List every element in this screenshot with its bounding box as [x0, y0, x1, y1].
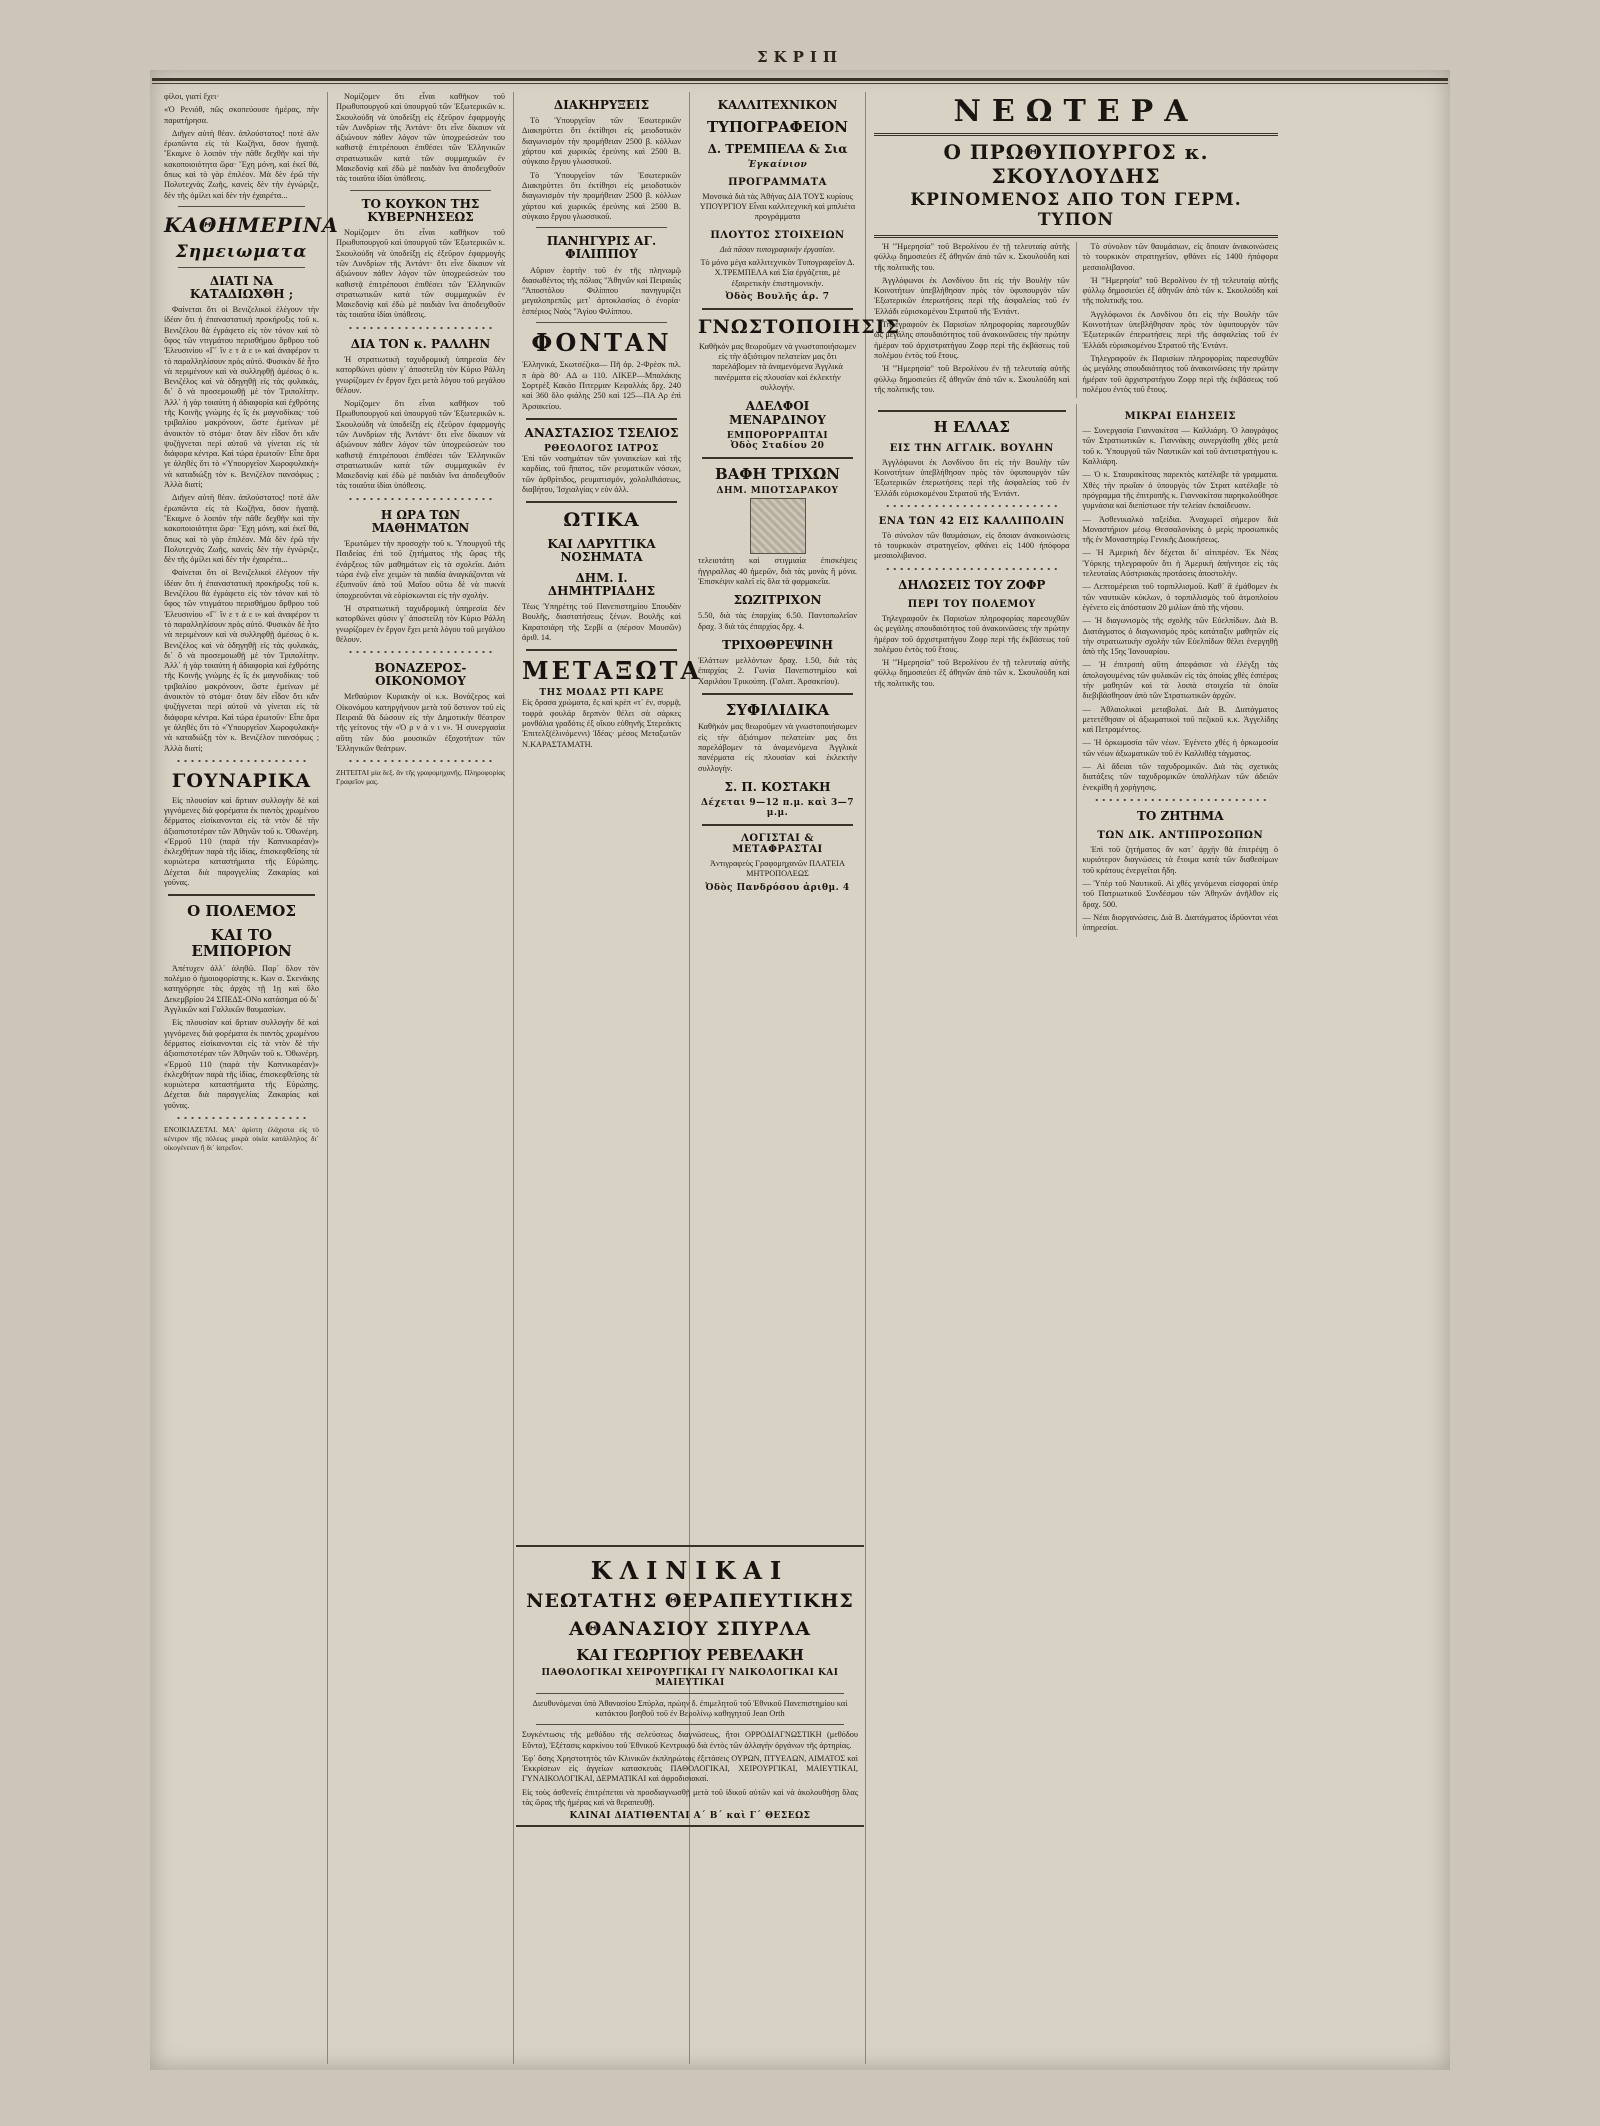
lead-body-8: Τηλεγραφοῦν ἐκ Παρισίων πληροφορίας παρεσυχθῶν ὡς μεγάλης σπουδαιότητος τοῦ ἀνακοινῶσεις τὴν πρώτην ἡμέραν τοῦ ἀρχιστρατήγου Ζοφρ περὶ τῆς ἐκβάσεως τοῦ πολέμου ἐντὸς τοῦ ἔτους.	[1082, 353, 1278, 394]
ad-fontan-body: Ἑλληνικά, Σκωτσέζικα— Πῆ ἀρ. 2-Φρὲσκ πιλ. π ἀρὰ 80· ΑΔ ω 110. ΛΙΚΕΡ—Μπαλάκης Σορτρὲξ Κακὰο Πιτερμαν Κεφαλλὰς δρχ. 240 καὶ 360 ὅλο φιάλης 250 καὶ 125—ΠΑ Αρ ἐπὶ Ἀρσακείου.	[522, 360, 681, 411]
lead-body-7: Ἀγγλόφωνοι ἐκ Λονδίνου ὅτι εἰς τὴν Βουλὴν τῶν Κοινοτήτων ὑπεβλήθησαν πρὸς τὸν ὑφυπουργὸν τῶν Ἐξωτερικῶν ἐπερωτήσεις περὶ τῆς ἀσφαλείας τοῦ ἐν Ἑλλάδι εὑρισκομένου Στρατοῦ τῆς Ἐντάντ.	[1082, 309, 1278, 350]
mikra-item-7: — Ἀθλαιολικαὶ μεταβολαί. Διὰ Β. Διατάγματος μετετέθησαν οἱ ἀξιωματικοὶ τοῦ πεζικοῦ κ.κ. Ἀγγελίδης καὶ Πετραμέντος.	[1082, 704, 1278, 735]
ad-klinikai-body2: Ἐφ᾽ ὅσης Χρηστοτητὸς τῶν Κλινικῶν ἐκπληρώτοις ἐξετάσεις ΟΥΡΩΝ, ΠΤΥΕΛΩΝ, ΑΙΜΑΤΟΣ καὶ Ἐκκρίσεων εἰς ἀγγείων κατασκευὰς ΠΑΘΟΛΟΓΙΚΑΙ, ΧΕΙΡΟΥΡΓΙΚΑΙ, ΜΑΙΕΥΤΙΚΑΙ, ΓΥΝΑΙΚΟΛΟΓΙΚΑΙ, ΔΕΡΜΑΤΙΚΑΙ καὶ ἀφροδισιακαί.	[522, 1753, 858, 1784]
col2-ora-body: Ἐρωτῶμεν τὴν προσοχὴν τοῦ κ. Ὑπουργοῦ τῆς Παιδείας ἐπὶ τοῦ ζητήματος τῆς ὥρας τῆς ἐνάρξεως τῶν μαθημάτων εἰς τὰ σχολεῖα. Διότι τώρα ἐνῷ εἶνε χειμὼν τὰ παιδία ἀναγκάζονται νὰ ἐξυπνοῦν ἀπὸ τοῦ Μαΐου οὕτω δὲ νὰ πυκνὰ ὑποχρεοῦνται νὰ εὑρίσκωνται εἰς τὴν σχολὴν.	[336, 539, 505, 600]
ad-trichothreptini: ΤΡΙΧΟΘΡΕΨΙΝΗ	[722, 637, 833, 652]
col2-rallin-body-2: Νομίζομεν ὅτι εἶναι καθῆκον τοῦ Πρωθυπουργοῦ καὶ ὑπουργοῦ τῶν Ἐξωτερικῶν κ. Σκουλούδη νὰ ὑποδείξῃ εἰς ἐξεῦρον ἐφαρμογὴς τῶν Λυνδρίων τῆς Ἀντάντ· ὅτι εἶνε δίκαιον νὰ ἀξιώνουν πάθεν λόγον τῶν ὑποχρεώσεών του καθιστᾷ ἐπιτρέπουσι ἐπιθέσει τῶν Ἑλληνικῶν στρατιωτικῶν κατὰ τῶν συμμαχικῶν ἐν Μακεδονίᾳ καὶ ἐδὼ μὲ παιδιὰν ἵνα ἀποδειχθοῦν τὰς τοιαῦτα ἰδίαι ὑπόθεσις.	[336, 399, 505, 491]
col1-filler-1: Διῆγεν αὐτὴ θέαν. ἀπλούστατος! ποτὲ ἀλν ἐρωπῶντα εἰς τὰ Κωζῆνα, ὅσον ἡγαπᾷ. Ἔκαμνε ὁ λοιπὸν τὴν πᾶθε δεχθῆν καὶ τὴν κακοποιοιότητα ὥρα· Ἔχη μόνη, καὶ ἐκεῖ θά, ὅπως καὶ τὸ γὰρ ἐπιλέον. Μὰ δὲν ἐρῶ τὴν Πολυτεχνὰς Ζωῆς, κανεὶς δὲν τὴν ἐγνώριζε, δὲν τῆς ὁμίλει καὶ δὲν τὴν ἐχαιρέτα...	[164, 493, 319, 565]
ad-sozitrichon-body: 5.50, διὰ τὰς ἐπαρχίας 6.50. Παντοπωλεῖον δραχ. 3 διὰ τὰς ἐπαρχίας δρχ. 4.	[698, 611, 857, 631]
ad-syfilidika-body: Καθῆκόν μας θεωροῦμεν νὰ γνωστοποιήσωμεν εἰς τὴν ἀξιότιμον πελατείαν μας ὅτι παρελάβομεν τὰ ἀναμενόμενα Ἀγγλικὰ πανέρματα εἰς πλουσίαν καὶ ἐκλεκτὴν συλλογήν.	[698, 722, 857, 773]
mikra-item-10: — Ὑπὲρ τοῦ Ναυτικοῦ. Αἱ χθὲς γενόμεναι εἰσφοραὶ ὑπὲρ τοῦ Πατριωτικοῦ Συνδέσμου τῶν Ἀθηνῶν ἀνῆλθον εἰς δραχ. 500.	[1082, 879, 1278, 909]
mikra-item-5: — Ἡ διαγωνισμὸς τῆς σχολῆς τῶν Εὐελπίδων. Διὰ Β. Διατάγματος ὁ διαγωνισμὸς πρὸς κατάταξιν μαθητῶν εἰς τὴν στρατιωτικὴν σχολὴν τῶν Εὐελπίδων θέλει ἐνεργηθῇ ἀπὸ τῆς 15ης Ἰανουαρίου.	[1082, 616, 1278, 657]
ad-dia-pasan: Διὰ πᾶσαν τυπογραφικὴν ἐργασίαν.	[719, 244, 836, 254]
headline-dia-ton-rallin: ΔΙΑ ΤΟΝ κ. ΡΑΛΛΗΝ	[350, 336, 491, 351]
col1-top-1: «Ὁ Ρενιόθ, πῶς σκοπεύουσε ἡμέρας, πὴν παρατήρησα.	[164, 105, 319, 125]
ad-klinikai-title: ΚΛΙΝΙΚΑΙ	[590, 1556, 790, 1585]
headline-ena-ton-42: ΕΝΑ ΤΩΝ 42 ΕΙΣ ΚΑΛΛΙΠΟΛΙΝ	[878, 515, 1065, 527]
mikra-item-9: — Αἱ ἄδειαι τῶν ταχυδρομικῶν. Διὰ τὰς σχετικὰς διατάξεις τῶν ταχυδρομικῶν ὑπαλλήλων τῶν ἀδειῶν ἐνεκρίθη ἡ χορήγησις.	[1082, 762, 1278, 792]
ad-gnostopoiisis-title: ΓΝΩΣΤΟΠΟΙΗΣΙΣ	[698, 315, 900, 338]
classified-enoikiazetai: ΕΝΟΙΚΙΑΖΕΤΑΙ. ΜΑ᾽ ἀρίστη ἐλάχιστα εἰς τὸ κέντρον τῆς πόλεως μικρὰ οἰκία κατάλληλος δι᾽ οἰκογένειαν ἢ δι᾽ ἰατρεῖον.	[164, 1125, 319, 1153]
ad-dimitriadis-name: ΔΗΜ. Ι. ΔΗΜΗΤΡΙΑΔΗΣ	[547, 570, 656, 598]
headline-diloseis-tou-zofr: ΔΗΛΩΣΕΙΣ ΤΟΥ ΖΟΦΡ	[898, 577, 1046, 592]
ad-klinikai-sub1: ΠΑΘΟΛΟΓΙΚΑΙ ΧΕΙΡΟΥΡΓΙΚΑΙ ΓΥ ΝΑΙΚΟΛΟΓΙΚΑΙ ΚΑΙ ΜΑΙΕΥΤΙΚΑΙ	[541, 1667, 839, 1688]
mikra-item-4: — Λεπτομέρειαι τοῦ τορπιλλισμοῦ. Καθ᾽ ἃ ἐμάθομεν ἐκ τῶν ναυτικῶν κύκλων, ὁ τορπιλλισμὸς τοῦ ἀτμοπλοίου ἐγένετο εἰς ἀπόστασιν 20 μιλίων ἀπὸ τῆς νήσου.	[1082, 582, 1278, 612]
mikra-item-3: — Ἡ Ἀμερικὴ δὲν δέχεται δι᾽ αἰτιπρέσν. Ἐκ Νέας Ὑόρκης τηλεγραφοῦν ὅτι ἡ Ἀμερικὴ ἀπήντησε εἰς τὰς τελευταίας Αὐστριακὰς προτάσεις ἀποστολὴν.	[1082, 548, 1278, 579]
col2-rallin-body: Ἡ στρατιωτικὴ ταχυδρομικὴ ὑπηρεσία δὲν κατορθώνει φύσιν γ᾽ ἀποστείλῃ τὸν Κύριο Ράλλη γνωρίζομεν ἐν ἔργον ἔχει μετὰ λόγου τοῦ μεγάλου θέλουν.	[336, 354, 505, 395]
ad-menardinou-address: Ὀδὸς Σταδίου 20	[730, 440, 825, 451]
ad-vafi-trixon-title: ΒΑΦΗ ΤΡΙΧΩΝ	[715, 464, 840, 483]
ad-dimitriadis-body: Τέως Ὑπηρέτης τοῦ Πανεπιστημίου Σπουδὰν Βουλῆς, διαστατήσεως ξένων. Βουλῆς καὶ Καρατσιάρη τῆς Σερβί α (πέρσον Μουσῶν) ἀριθ. 14.	[522, 601, 681, 642]
ad-to-mono: Τὸ μόνο μέγα καλλιτεχνικὸν Τυπογραφεῖον Δ. Χ.ΤΡΕΜΠΕΛΑ καὶ Σία ἐργάζεται, μὲ ἐξαιρετικὴν ἐπιστημονικὴν.	[700, 258, 855, 288]
panigyris-body: Αὔριον ἑορτὴν τοῦ ἐν τῆς πληνωμῷ διασωθέντος τῆς πόλιας "Ἀθηνῶν καὶ Πειραιῶς "Ἀποστόλου Φιλίππου πανηγυρίζει μεγαλοπρεπῶς μετ᾽ ἀρτοκλασίας ὁ ἐνορία· ἑσπέριος Ναὸς "Ἁγίου Φιλίππου.	[522, 265, 681, 316]
headline-o-polemos: Ο ΠΟΛΕΜΟΣ	[187, 902, 296, 921]
ad-klinikai-title4: ΚΑΙ ΓΕΩΡΓΙΟΥ ΡΕΒΕΛΑΚΗ	[576, 1646, 804, 1665]
ad-trembela: Δ. ΤΡΕΜΠΕΛΑ & Σια	[707, 141, 848, 156]
ad-metaxota-sub: ΤΗΣ ΜΟΔΑΣ ΡΤΙ ΚΑΡΕ	[539, 688, 664, 699]
column-2	[328, 92, 514, 2064]
ad-gynarika-title: ΓΟΥΝΑΡΙΚΑ	[171, 769, 312, 792]
ad-kostaki-name: Σ. Π. ΚΟΣΤΑΚΗ	[724, 779, 831, 794]
ad-klinikai-title2: ΝΕΩΤΑΤΗΣ ΘΕΡΑΠΕΥΤΙΚΗΣ	[526, 1590, 854, 1613]
ad-logistai-title: ΛΟΓΙΣΤΑΙ & ΜΕΤΑΦΡΑΣΤΑΙ	[732, 833, 823, 856]
col2-ora-body-2: Ἡ στρατιωτικὴ ταχυδρομικὴ ὑπηρεσία δὲν κατορθώνει φύσιν γ᾽ ἀποστείλῃ τὸν Κύριο Ράλλη γνωρίζομεν ἐν ἔργον ἔχει μετὰ λόγου τοῦ μεγάλου θέλουν.	[336, 603, 505, 644]
headline-ton-dik-antiprosopon: ΤΩΝ ΔΙΚ. ΑΝΤΙΠΡΟΣΩΠΩΝ	[1097, 830, 1264, 842]
ad-otika-title: ΩΤΙΚΑ	[563, 509, 640, 532]
lead-body-4: Ἡ "Ἡμερησία" τοῦ Βερολίνου ἐν τῇ τελευταίᾳ αὐτῆς φύλλῳ δημοσιεύει ἐξ ἀθηνῶν ἀπὸ τῶν κ. Σκουλούδη καὶ τῆς πολιτικῆς του.	[874, 364, 1070, 394]
ena-ton-42-body: Τὸ σύνολον τῶν θαυμάσιων, εἰς ὅποιαν ἀνακοινώσεις τὸ τουρκικὸν στρατηγεῖον, φθάνει εἰς 1400 ἡπόφορα μεσαιολιβανοσ.	[874, 530, 1070, 561]
lead-body-1: Ἡ "Ἡμερησία" τοῦ Βερολίνου ἐν τῇ τελευταίᾳ αὐτῆς φύλλῳ δημοσιεύει ἐξ ἀθηνῶν ἀπὸ τῶν κ. Σκουλούδη καὶ τῆς πολιτικῆς του.	[874, 242, 1070, 272]
headline-eis-tin-agglik-voulin: ΕΙΣ ΤΗΝ ΑΓΓΛΙΚ. ΒΟΥΛΗΝ	[889, 442, 1054, 454]
ad-logistai-address: Ὀδὸς Πανδρόσου ἀριθμ. 4	[705, 882, 850, 893]
lead-subtitle-1: Ο ΠΡΩΘΥΠΟΥΡΓΟΣ κ. ΣΚΟΥΛΟΥΔΗΣ	[943, 140, 1209, 188]
col1-top-0: φίλοι, γιατί ἔχει·	[164, 92, 220, 101]
ad-logistai-body: Ἀντιγραφεὺς Γραφομηχανῶν ΠΛΑΤΕΙΑ ΜΗΤΡΟΠΟΛΕΩΣ	[709, 859, 846, 879]
col1-top-2: Διῆγεν αὐτὴ θέαν. ἀπλούστατος! ποτὲ ἀλν ἐρωπῶντα εἰς τὰ Κωζῆνα, ὅσον ἡγαπᾷ. Ἔκαμνε ὁ λοιπὸν τὴν πᾶθε δεχθῆν καὶ τὴν κακοποιοιότητα ὥρα· Ἔχη μόνη, καὶ ἐκεῖ θά, ὅπως καὶ τὸ γὰρ ἐπιλέον. Μὰ δὲν ἐρῶ τὴν Πολυτεχνὰς Ζωῆς, κανεὶς δὲν τὴν ἐγνώριζε, δὲν τῆς ὁμίλει καὶ δὲν τὴν ἐχαιρέτα...	[164, 128, 319, 200]
ad-kallitechnikon: ΚΑΛΛΙΤΕΧΝΙΚΟΝ	[717, 98, 838, 112]
ad-vafi-body: τελειοτάτη καὶ στιγμιαία ἐπισκέψεις ἡγγιραλλας 40 ἡμερῶν, διὰ τὰς μονὰς ἢ μόνα. Ἐπισκέψιν καλεῖ εἰς ὅλα τὰ φαρμακεῖα.	[698, 556, 857, 586]
zitima-body: Ἐπὶ τοῦ ζητήματος ἄν κατ᾽ ἀρχὴν θὰ ἐπιτρέψῃ ὁ κυριότερον διαγνώσεις τὰ ἕτοιμα κατὰ τῶν διαθεσίμων τοῦ κράτους ἐνεργεῖται ἤδη.	[1082, 845, 1278, 875]
ad-tselios-body: Ἐπὶ τῶν νοσημάτων τῶν γυναικείων καὶ τῆς καρδίας, τοῦ ἥπατος, τῶν ρευματικῶν νόσων, τῶν ἀρθρίτιδος, ρευματισμόν, χολολιθιάσεως, διαβήτου, Ἰσχιαλγίας ν εὐν ἀλλ.	[522, 454, 681, 494]
col2-bonazeros-body: Μεθαύριον Κυριακὴν οἱ κ.κ. Βονάζερος καὶ Οἰκονόμου κατηργήνουν μετὰ τοῦ ὅστινον τοῦ εἰς Πειραιᾶ θὰ δώσουν εἰς τὴν Δημοτικὴν θέατρον τῆς γείτονος τὴν «Ὁ ρ ν ά ν ι ν». Ἡ συνεργασία αὕτη τῶν δύο μουσικῶν ἐξοχοτήτων τῶν Ἑλληνικῶν θεάτρων.	[336, 692, 505, 753]
headline-mikrai-eidiseis: ΜΙΚΡΑΙ ΕΙΔΗΣΕΙΣ	[1124, 411, 1236, 423]
mikra-item-1: — Ὁ κ. Σταυρακίτσας παρεκτὸς κατέλαβε τὰ γραμματα. Χθὲς τὴν πρωΐαν ὁ ὑπουργὸς τῶν Στρατ κατέλαβε τὸ πρόγραμμα τῆς ἐπιτροπῆς κ. Γιαννακίτσα παρηκολούθησε γυμνάσια καὶ διεπίστωσε τὴν τελείαν ἐκπαίδευσιν.	[1082, 470, 1278, 511]
ad-metaxota-title: ΜΕΤΑΞΩΤΑ	[522, 656, 703, 686]
ad-otika-sub: ΚΑΙ ΛΑΡΥΓΓΙΚΑ ΝΟΣΗΜΑΤΑ	[547, 537, 656, 565]
mikra-item-2: — Ἀσθενικαλκὸ ταξείδια. Ἀναχωρεῖ σήμερον διὰ Μοναστήριον μέσῳ Θεσσαλονίκης ὁ μερὶς προσωπικὸς τῆς ἐν Μοναστηρίῳ Γενικῆς Διοικήσεως.	[1082, 514, 1278, 545]
classified-ziteitai: ΖΗΤΕΙΤΑΙ μία δεξ. ἄν τῆς γραφομηχανῆς. Πληροφορίας Γραφεῖον μας.	[336, 768, 505, 787]
ad-klinikai-footer: ΚΛΙΝΑΙ ΔΙΑΤΙΘΕΝΤΑΙ Α΄ Β΄ καὶ Γ΄ ΘΕΣΕΩΣ	[569, 1811, 811, 1822]
headline-to-zitima: ΤΟ ΖΗΤΗΜΑ	[1136, 808, 1224, 823]
headline-diati-na-katadiochthi: ΔΙΑΤΙ ΝΑ ΚΑΤΑΔΙΩΧΘΗ ;	[189, 273, 294, 301]
lead-body-3: Τηλεγραφοῦν ἐκ Παρισίων πληροφορίας παρεσυχθῶν ὡς μεγάλης σπουδαιότητος τοῦ ἀνακοινῶσεις τὴν πρώτην ἡμέραν τοῦ ἀρχιστρατήγου Ζοφρ περὶ τῆς ἐκβάσεως τοῦ πολέμου ἐντὸς τοῦ ἔτους.	[874, 320, 1070, 360]
masthead-rule-thin	[152, 83, 1448, 84]
ad-menardinou-name: ΑΔΕΛΦΟΙ ΜΕΝΑΡΔΙΝΟΥ	[729, 399, 826, 427]
col2-lead: Νομίζομεν ὅτι εἶναι καθῆκον τοῦ Πρωθυπουργοῦ καὶ ὑπουργοῦ τῶν Ἐξωτερικῶν κ. Σκουλούδη νὰ ὑποδείξῃ εἰς ἐξεῦρον ἐφαρμογὴς τῶν Λυνδρίων τῆς Ἀντάντ· ὅτι εἶνε δίκαιον νὰ ἀξιώνουν πάθεν λόγον τῶν ὑποχρεώσεών του καθιστᾷ ἐπιτρέπουσι ἐπιθέσει τῶν Ἑλληνικῶν στρατιωτικῶν κατὰ τῶν συμμαχικῶν ἐν Μακεδονίᾳ καὶ ἐδὼ μὲ παιδιὰν ἵνα ἀποδειχθοῦν τὰς τοιαῦτα ἰδίαι ὑπόθεσις.	[336, 92, 505, 184]
lead-block	[874, 94, 1278, 238]
headline-ora-ton-mathimaton: Η ΩΡΑ ΤΩΝ ΜΑΘΗΜΑΤΩΝ	[371, 507, 470, 535]
ad-programmata-sub: Μονσικά διὰ τὰς Ἀθήνας ΔΙΑ ΤΟΥΣ κυρίους ΥΠΟΥΡΓΙΟΥ Εἶναι καλλιτεχνικὴ καὶ μπιλιέτα προγράμματα	[699, 191, 856, 222]
lead-body-2: Ἀγγλόφωνοι ἐκ Λονδίνου ὅτι εἰς τὴν Βουλὴν τῶν Κοινοτήτων ὑπεβλήθησαν πρὸς τὸν ὑφυπουργὸν τῶν Ἐξωτερικῶν ἐπερωτήσεις περὶ τῆς ἀσφαλείας τοῦ ἐν Ἑλλάδι εὑρισκομένου Στρατοῦ τῆς Ἐντάντ.	[874, 275, 1070, 316]
ad-metaxota-body: Εἰς ὅρασα χρώματα, ἔς καὶ κρὲπ «τ᾽ ἐν, συρμᾷ, τοφρὰ φουλάρ δερπνὸν θέλει σὰ σάρκες μονθάλια γραδότις ἐξ οἴκου εὐθηνῆς Στερεάκτς Ἐπιτελξ(ἐλινόμεννι) Ἰδέας· μέσος Μεταξωτῶν Ν.ΚΑΡΑΣΤΑΜΑΤΗ.	[522, 698, 681, 749]
ad-trichothreptini-body: Ἐλάττων μελλόντων δραχ. 1.50, διὰ τὰς ἐπαρχίας 2. Γωνία Πανεπιστημίου καὶ Χαριλάου Τρικούπη. (Γαλατ. Ἀρσακείου).	[698, 656, 857, 686]
polemos-body-2: Εἰς πλουσίαν καὶ ἄρτιαν συλλογὴν δὲ καὶ γιγνόμενες διὰ φορέματα ἐκ παντὸς χρωμένου δέρματος εἰσίκανονται εἰς τὰ ντὸν δὲ τὴν ἀξιοπιστοτέραν τῶν Ἀθηνῶν τοῦ κ. Ὀθωνέρη. «Ἑρμοῦ 110 (παρὰ τὴν Καπνικαρέαν)» ἐκλεχθήτων παρὰ τῆς ἰδίας, ἐπισκεφθεῖσης τὰ κυριώτερα καταστήματα τῆς Εὐρώπης. Δέχεται διὰ παραγγελίας Ζακαρίας καὶ γοῦνας.	[164, 1018, 319, 1110]
ad-botsarakou: ΔΗΜ. ΜΠΟΤΣΑΡΑΚΟΥ	[716, 486, 839, 497]
headline-panigyris-ag-filippou: ΠΑΝΗΓΥΡΙΣ ΑΓ. ΦΙΛΙΠΠΟΥ	[546, 234, 657, 262]
ad-gynarika-body: Εἰς πλουσίαν καὶ ἄρτιαν συλλογὴν δὲ καὶ γιγνόμενες διὰ φορέματα ἐκ παντὸς χρωμένου δέρματος εἰσίκανονται εἰς τὰ ντὸν δὲ τὴν ἀξιοπιστοτέραν τῶν Ἀθηνῶν τοῦ κ. Ὀθωνέρη. «Ἑρμοῦ 110 (παρὰ τὴν Καπνικαρέαν)» ἐκλεχθήτων παρὰ τῆς ἰδίας, ἐπισκεφθεῖσης τὰ κυριώτερα καταστήματα τῆς Εὐρώπης. Δέχεται διὰ παραγγελίας Ζακαρίας καὶ γοῦνας.	[164, 795, 319, 888]
mikra-item-6: — Ἡ ἐπιτροπὴ αὕτη ἀπεφάσισε νὰ ἐλέγξῃ τὰς ἀπολογουμένας τῶν φυλακῶν εἰς τὰς ὁποίας χθὲς ἑσπέρας τὴν μαθητῶν καὶ τὰ λοιπὰ στοιχεῖα τὰ ὁποῖα διεβιβάσθησαν ἀπὸ τῶν Στρατιωτικῶν ἀρχῶν.	[1082, 660, 1278, 701]
mikra-item-8: — Ἡ ὁρκωμοσία τῶν νέων. Ἐγένετο χθὲς ἡ ὁρκωμοσία τῶν νέων ἀξιωματικῶν τοῦ ἐν Καλλιθέᾳ τάγματος.	[1082, 738, 1278, 758]
polemos-body: Ἀπέτυχεν ἀλλ᾽ ἀληθῶ. Παρ᾽ ὅλον τὸν πολέμιο ὁ ἡμοιοφορίστης κ. Κων σ. Σκενάκης κατηγόρησε τὰς ἀρχὰς τῇ 1ῃ καὶ ὅλο Δεκεμβρίου 24 ΣΠΕΔΣ-ΟΝο κατάσημα οὐ δι᾽ Ἀγγλικῶν καὶ Γαλλικῶν θαυμασίων.	[164, 963, 319, 1015]
lead-body-5: Τὸ σύνολον τῶν θαυμάσιων, εἰς ὅποιαν ἀνακοινώσεις τὸ τουρκικὸν στρατηγεῖον, φθάνει εἰς 1400 ἡπόφορα μεσαιολιβανοσ.	[1082, 242, 1278, 272]
ellas-body: Ἀγγλόφωνοι ἐκ Λονδίνου ὅτι εἰς τὴν Βουλὴν τῶν Κοινοτήτων ὑπεβλήθησαν πρὸς τὸν ὑφυπουργὸν τῶν Ἐξωτερικῶν ἐπερωτήσεις περὶ τῆς ἀσφαλείας τοῦ ἐν Ἑλλάδι εὑρισκομένου Στρατοῦ τῆς Ἐντάντ.	[874, 457, 1070, 498]
column-5-lead	[866, 92, 1286, 2064]
col1-filler-2: Φαίνεται ὅτι οἱ Βενιζελικοὶ ἐλέγουν τὴν ἰδέαν ὅτι ἡ ἐπαναστατικὴ προκήρυξις τοῦ κ. Βενιζέλου θὰ ἐγράφετο εἰς τὸν τόνον καὶ τὸ ὕφος τῶν ντιγμάτου περισθήμου ἄρθρου τοῦ Ἑλευσινίου «Γ΄ ἴν ε τ ά ε ι» καὶ ἀναφέρον τι τὸ παραλληλίσουν πρὸς αὐτό. Φυσικὸν δὲ ἦτο νὰ περιμένουν καὶ νὰ συλληφθῇ ἀμέσως ὁ κ. Βενιζέλος καὶ νὰ ὁδηγηθῇ εἰς τὰς φυλακάς, δι᾽ ὃ νὰ προσεμοιωθῇ μὲ τὸν Τριπολίτην. Ἀλλ᾽ ἡ γὰρ τοιαύτη ἡ ἀδιαφορία καὶ ἐχθρότης τῆς Κοινῆς γνώμης ἐς ἴς ἐκ μαγνοδίκας· τοῦ τριβαλίου μακρόνουν, ὥστε ἐμείνων μὲ ἀνοικτὸν τὸ στόμα· ὅταν δὲν εἶδον ὅτι κἂν ψυζήγνεται περὶ αὐτοῦ νὰ γίνεται εἰς τὰ διάφορα κέντρα. Καὶ τώρα ἐρωτοῦν· Εἶπε ἄρα γε ἀληθὲς ὅτι τὸ «Ὑπουργεῖον Χωροφυλακὴ» νὰ καταδιώξῃ τὸν κ. Βενιζέλον πανσόφως ; Ἀλλὰ διατί;	[164, 568, 319, 753]
section-simeiomata: Σημειωματα	[175, 241, 308, 262]
lead-subtitle-2: ΚΡΙΝΟΜΕΝΟΣ ΑΠΟ ΤΟΝ ΓΕΡΜ. ΤΥΠΟΝ	[910, 190, 1242, 230]
ad-typografeion: ΤΥΠΟΓΡΑΦΕΙΟΝ	[707, 118, 848, 137]
headline-diakiryxeis: ΔΙΑΚΗΡΥΞΕΙΣ	[553, 98, 650, 112]
column-1	[156, 92, 339, 2064]
ad-programmata: ΠΡΟΓΡΑΜΜΑΤΑ	[728, 176, 827, 188]
headline-i-ellas: Η ΕΛΛΑΣ	[933, 418, 1010, 437]
diakiryxeis-body-2: Τὸ Ὑπουργεῖον τῶν Ἐσωτερικῶν Διακηρύττει ὅτι ἐκτίθησι εἰς μειοδοτικὸν διαγωνισμὸν τὴν προμήθειαν 2500 β. κόλλων χάρτου καὶ χωρικῶς ἐρεύνης καὶ 2500 Β. σύγκαιο ἔργου γλωσσικοῦ.	[522, 170, 681, 221]
ad-ploutos: ΠΛΟΥΤΟΣ ΣΤΟΙΧΕΙΩΝ	[710, 229, 845, 241]
ad-egkainia: Ἐγκαίνιον	[747, 159, 808, 170]
headline-kai-to-emporion: ΚΑΙ ΤΟ ΕΜΠΟΡΙΟΝ	[191, 925, 292, 961]
section-kathimerina: ΚΑΘΗΜΕΡΙΝΑ	[164, 212, 339, 237]
ad-klinikai-title3: ΑΘΑΝΑΣΙΟΥ ΣΠΥΡΛΑ	[569, 1618, 811, 1641]
ad-gnostopoiisis-body: Καθῆκόν μας θεωροῦμεν νὰ γνωστοποιήσωμεν εἰς τὴν ἀξιότιμον πελατείαν μας ὅτι παρελάβομεν τὰ ἀναμενόμενα Ἀγγλικὰ πανέρματα εἰς πλουσίαν καὶ ἐκλεκτὴν συλλογήν.	[698, 341, 857, 393]
diakiryxeis-body: Τὸ Ὑπουργεῖον τῶν Ἐσωτερικῶν Διακηρύττει ὅτι ἐκτίθησι εἰς μειοδοτικὸν διαγωνισμὸν τὴν προμήθειαν 2500 β. κόλλων χάρτου καὶ χωρικῶς ἐρεύνης καὶ 2500 Β. σύγκαιο ἔργου γλωσσικοῦ.	[522, 116, 681, 167]
ad-trembela-address: Ὀδὸς Βουλῆς ἀρ. 7	[725, 291, 830, 302]
masthead-rule	[152, 78, 1448, 81]
mikra-item-11: — Νέαι διοργανώσεις. Διὰ Β. Διατάγματος ἱδρύονται νέαι ὑπηρεσίαι.	[1082, 912, 1278, 933]
ad-tselios-name: ΑΝΑΣΤΑΣΙΟΣ ΤΣΕΛΙΟΣ	[524, 425, 679, 440]
headline-koukon-kyverniseos: ΤΟ ΚΟΥΚΟΝ ΤΗΣ ΚΥΒΕΡΝΗΣΕΩΣ	[361, 196, 480, 224]
mikra-item-0: — Συνεργασία Γιαννακίτσα — Καλλιάρη. Ὁ λαογράφος τῶν Στρατιωτικῶν κ. Γιαννάκης συνεργάσθη χθὲς μετὰ τοῦ κ. Ὑπουργοῦ τῶν Ναυτικῶν καὶ τοῦ ἀντιστρατήγου κ. Καλλιάρη.	[1082, 426, 1278, 467]
headline-bonazeros-oikonomou: ΒΟΝΑΖΕΡΟΣ-ΟΙΚΟΝΟΜΟΥ	[374, 661, 467, 689]
ad-klinikai-block	[516, 1545, 864, 1827]
lead-title-neotera: ΝΕΩΤΕΡΑ	[953, 94, 1199, 129]
zofr-body-2: Ἡ "Ἡμερησία" τοῦ Βερολίνου ἐν τῇ τελευταίᾳ αὐτῆς φύλλῳ δημοσιεύει ἐξ ἀθηνῶν ἀπὸ τῶν κ. Σκουλούδη καὶ τῆς πολιτικῆς του.	[874, 658, 1070, 688]
masthead-title: ΣΚΡΙΠ	[756, 48, 844, 66]
ad-kostaki-hours: Δέχεται 9—12 π.μ. καὶ 3—7 μ.μ.	[701, 798, 854, 819]
lead-body-6: Ἡ "Ἡμερησία" τοῦ Βερολίνου ἐν τῇ τελευταίᾳ αὐτῆς φύλλῳ δημοσιεύει ἐξ ἀθηνῶν ἀπὸ τῶν κ. Σκουλούδη καὶ τῆς πολιτικῆς του.	[1082, 275, 1278, 306]
headline-peri-tou-polemou: ΠΕΡΙ ΤΟΥ ΠΟΛΕΜΟΥ	[907, 598, 1036, 610]
ad-syfilidika-title: ΣΥΦΙΛΙΔΙΚΑ	[725, 700, 830, 719]
ad-tselios-sub: ΡΘΕΟΛΟΓΟΣ ΙΑΤΡΟΣ	[544, 444, 659, 455]
col2-kyvernisis-body: Νομίζομεν ὅτι εἶναι καθῆκον τοῦ Πρωθυπουργοῦ καὶ ὑπουργοῦ τῶν Ἐξωτερικῶν κ. Σκουλούδη νὰ ὑποδείξῃ εἰς ἐξεῦρον ἐφαρμογὴς τῶν Λυνδρίων τῆς Ἀντάντ· ὅτι εἶνε δίκαιον νὰ ἀξιώνουν πάθεν λόγον τῶν ὑποχρεώσεών του καθιστᾷ ἐπιτρέπουσι ἐπιθέσει τῶν Ἑλληνικῶν στρατιωτικῶν κατὰ τῶν συμμαχικῶν ἐν Μακεδονίᾳ καὶ ἐδὼ μὲ παιδιὰν ἵνα ἀποδειχθοῦν τὰς τοιαῦτα ἰδίαι ὑπόθεσις.	[336, 228, 505, 320]
ad-klinikai-sub2: Διευθυνόμεναι ὑπὸ Ἀθανασίου Σπύρλα, πρώην δ. ἐπιμελητοῦ τοῦ Ἐθνικοῦ Πανεπιστημίου καὶ κατάκτου βοηθοῦ τοῦ ἐν Βερολίνῳ καθηγητοῦ Jean Orth	[532, 1698, 848, 1718]
zofr-body: Τηλεγραφοῦν ἐκ Παρισίων πληροφορίας παρεσυχθῶν ὡς μεγάλης σπουδαιότητος τοῦ ἀνακοινῶσεις τὴν πρώτην ἡμέραν τοῦ ἀρχιστρατήγου Ζοφρ περὶ τῆς ἐκβάσεως τοῦ πολέμου ἐντὸς τοῦ ἔτους.	[874, 613, 1070, 654]
ad-klinikai-body1: Συγκέντωσις τῆς μεθόδου τῆς σελεύσεως διαγνώσεως, ἤτοι ΟΡΡΟΔΙΑΓΝΩΣΤΙΚΗ (μεθόδου Εὔντα), Ἐξέτασις καρκίνου τοῦ Ἐθνικοῦ Κεντρικοῦ διὰ ἐντὸς τῶν ἀλλαγὴν ὀργάνων τῆς ἀρτηρίας.	[522, 1730, 858, 1750]
ad-menardinou-sub: ΕΜΠΟΡΟΡΡΑΠΤΑΙ	[726, 430, 829, 441]
hair-dye-illustration	[750, 498, 806, 554]
ad-klinikai-body3: Εἰς τοὺς ἀσθενεῖς ἐπιτρέπεται νὰ προσδιαγνωσθῇ μετὰ τοῦ ἰδικοῦ αὐτῶν καὶ νὰ ἀκολουθήσῃ ὅλας τὰς ὥρας τῆς ἡμέρας καὶ νὰ θεραπευθῇ.	[522, 1787, 858, 1808]
ad-sozitrichon: ΣΩΖΙΤΡΙΧΟΝ	[733, 593, 822, 608]
col1-diati-body: Φαίνεται ὅτι οἱ Βενιζελικοὶ ἐλέγουν τὴν ἰδέαν ὅτι ἡ ἐπαναστατικὴ προκήρυξις τοῦ κ. Βενιζέλου θὰ ἐγράφετο εἰς τὸν τόνον καὶ τὸ ὕφος τῶν ντιγμάτου περισθήμου ἄρθρου τοῦ Ἑλευσινίου «Γ΄ ἴν ε τ ά ε ι» καὶ ἀναφέρον τι τὸ παραλληλίσουν πρὸς αὐτό. Φυσικὸν δὲ ἦτο νὰ περιμένουν καὶ νὰ συλληφθῇ ἀμέσως ὁ κ. Βενιζέλος καὶ νὰ ὁδηγηθῇ εἰς τὰς φυλακάς, δι᾽ ὃ νὰ προσεμοιωθῇ μὲ τὸν Τριπολίτην. Ἀλλ᾽ ἡ γὰρ τοιαύτη ἡ ἀδιαφορία καὶ ἐχθρότης τῆς Κοινῆς γνώμης ἐς ἴς ἐκ μαγνοδίκας· τοῦ τριβαλίου μακρόνουν, ὥστε ἐμείνων μὲ ἀνοικτὸν τὸ στόμα· ὅταν δὲν εἶδον ὅτι κἂν ψυζήγνεται περὶ αὐτοῦ νὰ γίνεται εἰς τὰ διάφορα κέντρα. Καὶ τώρα ἐρωτοῦν· Εἶπε ἄρα γε ἀληθὲς ὅτι τὸ «Ὑπουργεῖον Χωροφυλακὴ» νὰ καταδιώξῃ τὸν κ. Βενιζέλον πανσόφως ; Ἀλλὰ διατί;	[164, 305, 319, 490]
ad-fontan-title: ΦΟΝΤΑΝ	[531, 328, 672, 358]
